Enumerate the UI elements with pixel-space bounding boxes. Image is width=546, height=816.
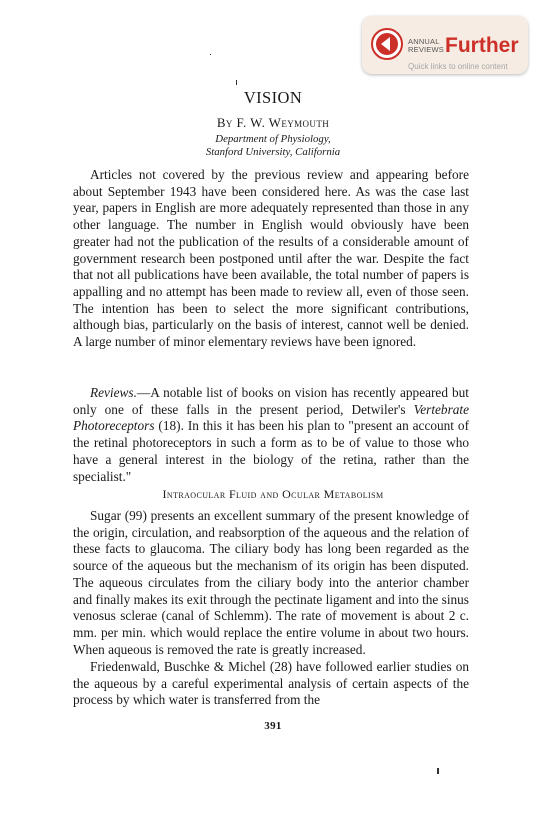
further-banner[interactable]	[362, 16, 528, 74]
article-title: VISION	[243, 88, 303, 107]
section-heading: Intraocular Fluid and Ocular Metabolism	[162, 487, 384, 501]
play-arrow-icon	[370, 27, 404, 61]
scan-speck	[236, 80, 237, 85]
reviews-label: REVIEWS	[408, 45, 444, 54]
affiliation-department: Department of Physiology,	[215, 133, 331, 145]
scan-speck	[210, 54, 211, 55]
scan-speck	[437, 768, 439, 774]
further-subtitle: Quick links to online content	[408, 62, 508, 71]
reviews-text-b: (18). In this it has been his plan to "present an account of the retinal photoreceptors in such a form as to be of value to those who have a general interest in the biology of the retina, rather than the specialist."	[73, 418, 469, 484]
annual-label: ANNUAL	[408, 37, 440, 46]
reviews-paragraph	[73, 385, 469, 485]
page-number: 391	[264, 720, 282, 732]
sugar-paragraph: Sugar (99) presents an excellent summary of the present knowledge of the origin, circulation, and reabsorption of the aqueous and the relation of these facts to glaucoma. The ciliary body has long been regarded as the source of the aqueous but the mechanism of its origin has been disputed. The aqueous circulates from the ciliary body into the anterior chamber and finally makes its exit through the pectinate ligament and into the sinus venosus sclerae (canal of Schlemm). The rate of movement is about 2 c. mm. per min. which would replace the entire volume in about two hours. When aqueous is removed the rate is greatly increased.	[73, 508, 469, 657]
intro-paragraph: Articles not covered by the previous review and appearing before about September 1943 have been considered here. As was the case last year, papers in English are more adequately represented than those in any other language. The number in English would obviously have been greater had not the publication of the results of a considerable amount of government research been postponed until after the war. Despite the fact that not all publications have been available, the total number of papers is appalling and no attempt has been made to review all, even of those seen. The intention has been to select the more significant contributions, although bias, particularly on the basis of interest, cannot well be denied. A large number of minor elementary reviews have been ignored.	[73, 167, 469, 350]
affiliation-university: Stanford University, California	[205, 146, 341, 158]
reviews-lead: Reviews.	[90, 385, 137, 400]
friedenwald-paragraph: Friedenwald, Buschke & Michel (28) have followed earlier studies on the aqueous by a careful experimental analysis of certain aspects of the process by which water is transferred from the	[73, 659, 469, 708]
further-wordmark: Further	[445, 34, 519, 57]
reviews-text-a: —A notable list of books on vision has recently appeared but only one of these falls in the present period, Detwiler's	[73, 385, 469, 417]
book-title: Vertebrate Photoreceptors	[73, 401, 469, 434]
author-line: By F. W. Weymouth	[216, 115, 330, 130]
